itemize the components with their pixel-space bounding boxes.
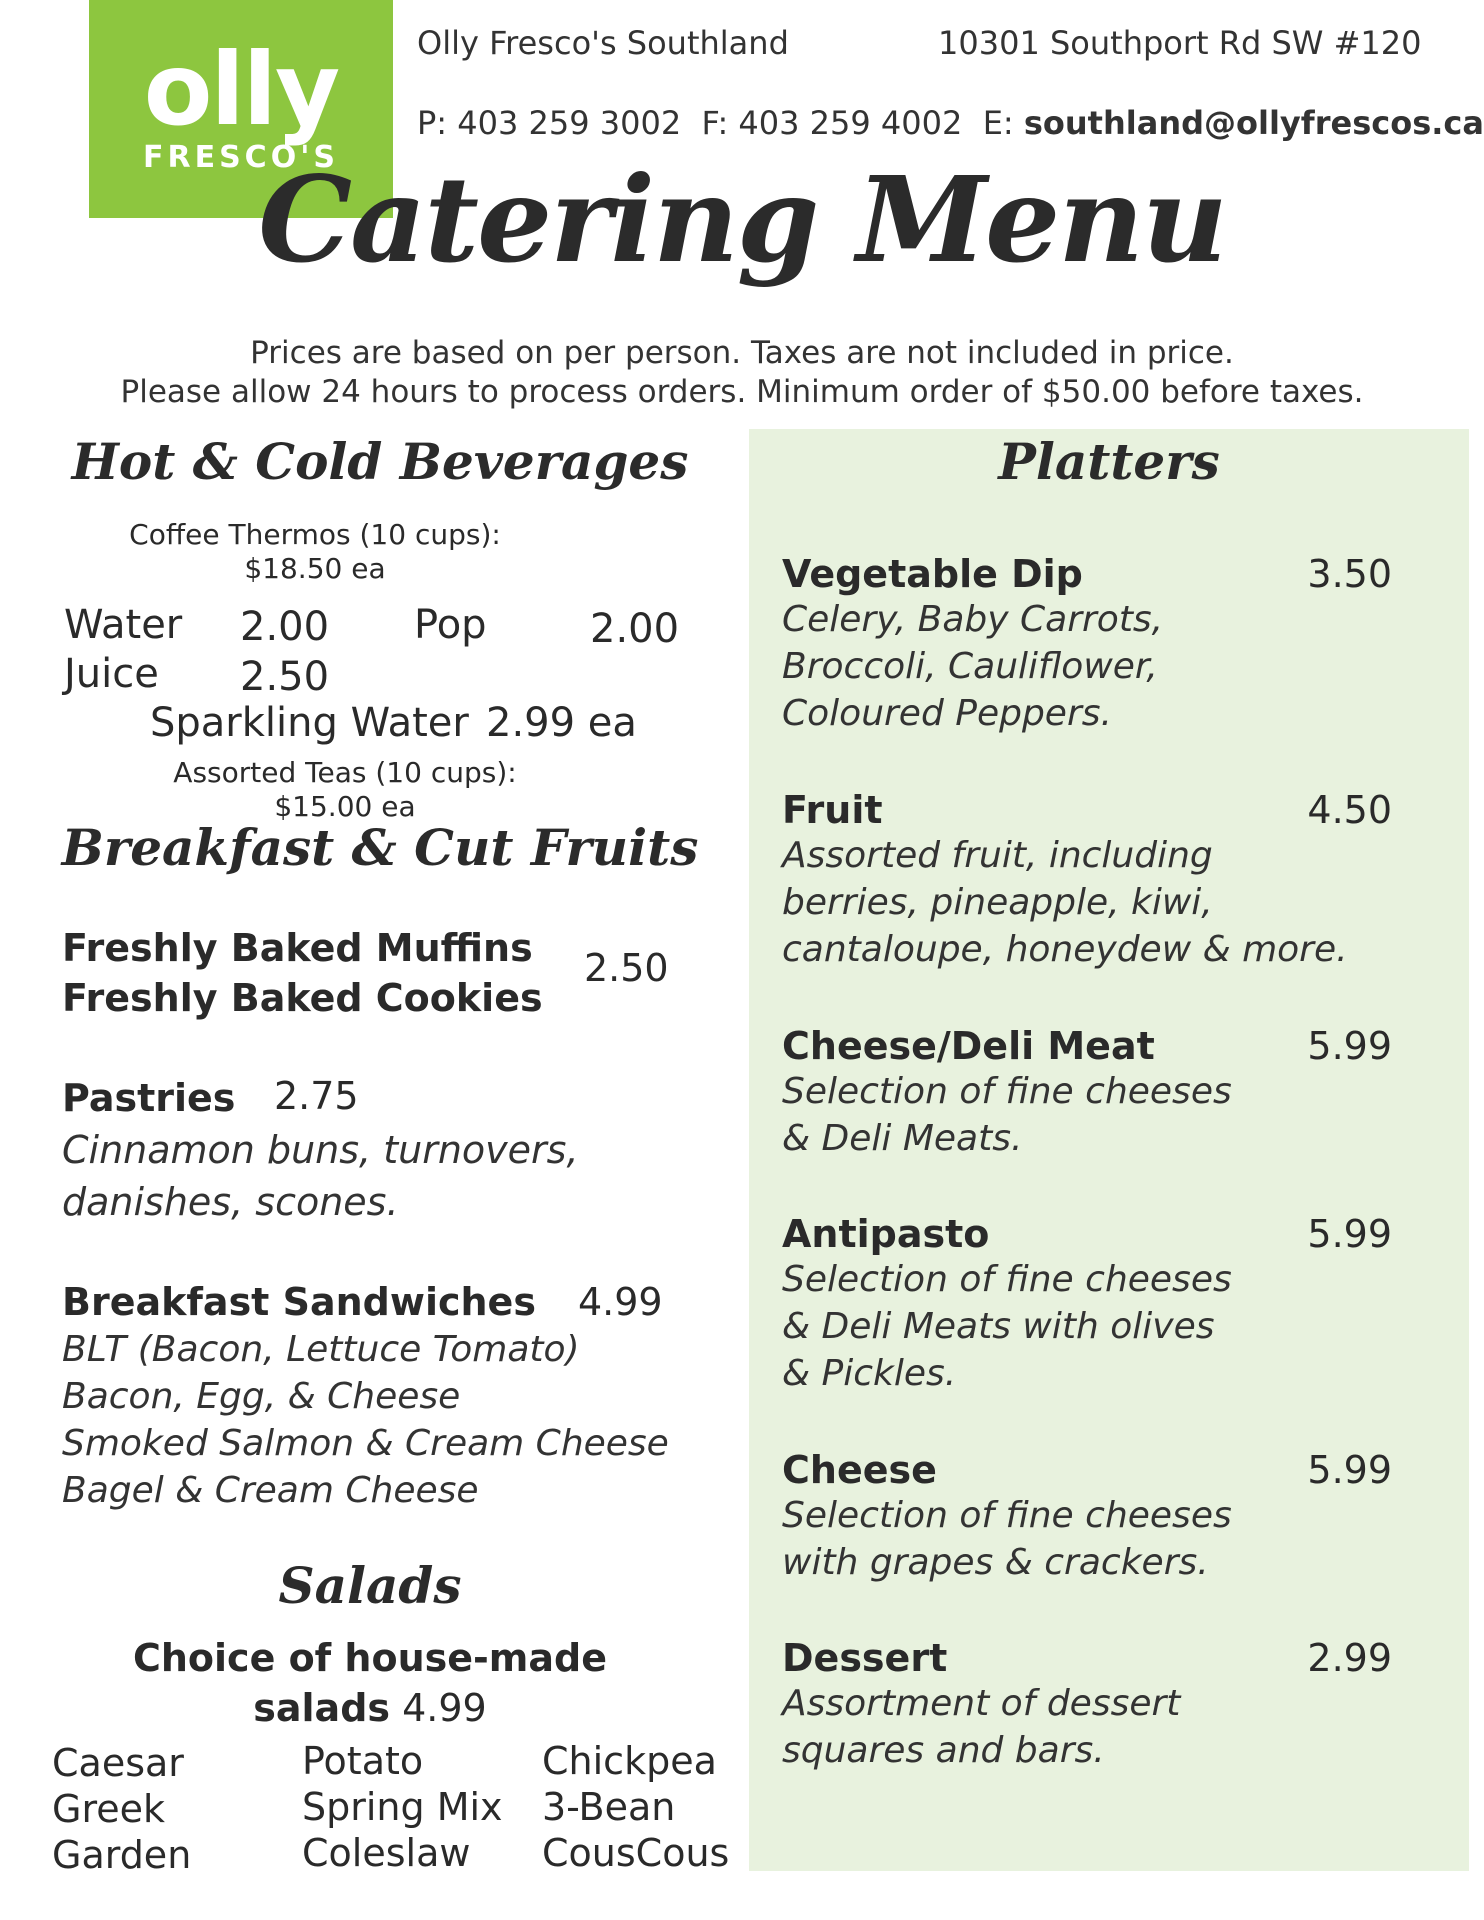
list-item: CousCous (542, 1831, 730, 1875)
list-item: 3-Bean (542, 1785, 676, 1829)
pastries-description: Cinnamon buns, turnovers, danishes, scones. (62, 1128, 579, 1224)
platter-name: Fruit (782, 788, 883, 832)
store-name: Olly Fresco's Southland (417, 24, 789, 62)
breakfast-sandwiches-price: 4.99 (578, 1280, 663, 1324)
list-item: Bagel & Cream Cheese (62, 1470, 479, 1511)
salads-intro-line1: Choice of house-made (132, 1636, 608, 1680)
muffins-price: 2.50 (584, 946, 669, 990)
juice-price: 2.50 (240, 654, 330, 700)
contact-line (417, 104, 1484, 142)
salads-column-1 (52, 1740, 191, 1878)
juice-label: Juice (64, 651, 159, 697)
fax-number: 403 259 4002 (738, 104, 963, 142)
platter-name: Cheese/Deli Meat (782, 1024, 1155, 1068)
breakfast-sandwiches-list (62, 1326, 669, 1514)
logo-wordmark: olly (143, 31, 339, 148)
assorted-teas-label: Assorted Teas (10 cups): (173, 756, 517, 789)
platter-name: Vegetable Dip (782, 552, 1083, 596)
platter-description: Selection of fine cheeses with grapes & crackers. (782, 1495, 1232, 1583)
store-address: 10301 Southport Rd SW #120 (938, 24, 1422, 62)
list-item: Caesar (52, 1741, 184, 1785)
breakfast-sandwiches-label: Breakfast Sandwiches (62, 1280, 536, 1324)
platter-description: Selection of fine cheeses & Deli Meats with olives & Pickles. (782, 1259, 1232, 1394)
sparkling-water-price: 2.99 ea (486, 700, 637, 746)
sparkling-water-label: Sparkling Water (150, 700, 469, 746)
coffee-thermos-label: Coffee Thermos (10 cups): (129, 518, 501, 551)
cookies-label: Freshly Baked Cookies (62, 976, 543, 1020)
platter-item-fruit (782, 788, 1392, 973)
list-item: Spring Mix (302, 1785, 503, 1829)
pastries-label: Pastries (62, 1076, 236, 1120)
platter-description: Celery, Baby Carrots, Broccoli, Cauliflower, Coloured Peppers. (782, 599, 1164, 734)
page-title: Catering Menu (258, 150, 1226, 289)
salads-heading: Salads (278, 1556, 462, 1615)
platter-name: Dessert (782, 1636, 948, 1680)
platter-price: 5.99 (1307, 1024, 1392, 1068)
water-price: 2.00 (240, 604, 330, 650)
list-item: BLT (Bacon, Lettuce Tomato) (62, 1329, 580, 1370)
platter-price: 4.50 (1307, 788, 1392, 832)
salads-column-2 (302, 1738, 503, 1876)
phone-label: P: (417, 104, 448, 142)
breakfast-heading: Breakfast & Cut Fruits (61, 818, 699, 877)
platter-price: 5.99 (1307, 1448, 1392, 1492)
platter-name: Antipasto (782, 1212, 990, 1256)
platter-price: 3.50 (1307, 552, 1392, 596)
ordering-note: Please allow 24 hours to process orders. Minimum order of $50.00 before taxes. (120, 374, 1364, 410)
assorted-teas-price: $15.00 ea (274, 790, 416, 823)
phone-number: 403 259 3002 (457, 104, 682, 142)
platter-description: Selection of fine cheeses & Deli Meats. (782, 1071, 1232, 1159)
platter-item-cheese (782, 1448, 1392, 1586)
pastries-price: 2.75 (274, 1074, 359, 1118)
list-item: Garden (52, 1833, 192, 1877)
muffins-label: Freshly Baked Muffins (62, 926, 533, 970)
coffee-thermos-price: $18.50 ea (244, 552, 386, 585)
salads-intro-line2 (60, 1686, 680, 1730)
salads-column-3 (542, 1738, 729, 1876)
platter-price: 5.99 (1307, 1212, 1392, 1256)
email-link[interactable]: southland@ollyfrescos.ca (1023, 104, 1484, 142)
platter-item-vegetable-dip (782, 552, 1392, 737)
salads-label: salads (253, 1686, 391, 1730)
platter-item-dessert (782, 1636, 1392, 1774)
email-label: E: (982, 104, 1014, 142)
list-item: Chickpea (542, 1739, 717, 1783)
platters-heading: Platters (998, 432, 1220, 491)
list-item: Coleslaw (302, 1831, 471, 1875)
pricing-note: Prices are based on per person. Taxes are not included in price. (250, 335, 1234, 371)
platter-item-antipasto (782, 1212, 1392, 1397)
list-item: Greek (52, 1787, 165, 1831)
platter-description: Assortment of dessert squares and bars. (782, 1683, 1181, 1771)
list-item: Potato (302, 1739, 424, 1783)
beverages-heading: Hot & Cold Beverages (71, 432, 689, 491)
platter-price: 2.99 (1307, 1636, 1392, 1680)
water-label: Water (64, 602, 183, 648)
salads-price: 4.99 (402, 1686, 487, 1730)
platter-item-cheese-deli-meat (782, 1024, 1392, 1162)
platter-name: Cheese (782, 1448, 937, 1492)
list-item: Smoked Salmon & Cream Cheese (62, 1423, 669, 1464)
platter-description: Assorted fruit, including berries, pineapple, kiwi, cantaloupe, honeydew & more. (782, 835, 1348, 970)
pop-label: Pop (414, 602, 487, 648)
list-item: Bacon, Egg, & Cheese (62, 1376, 461, 1417)
pop-price: 2.00 (590, 606, 680, 652)
fax-label: F: (701, 104, 729, 142)
logo-subtext: FRESCO'S (142, 140, 339, 175)
